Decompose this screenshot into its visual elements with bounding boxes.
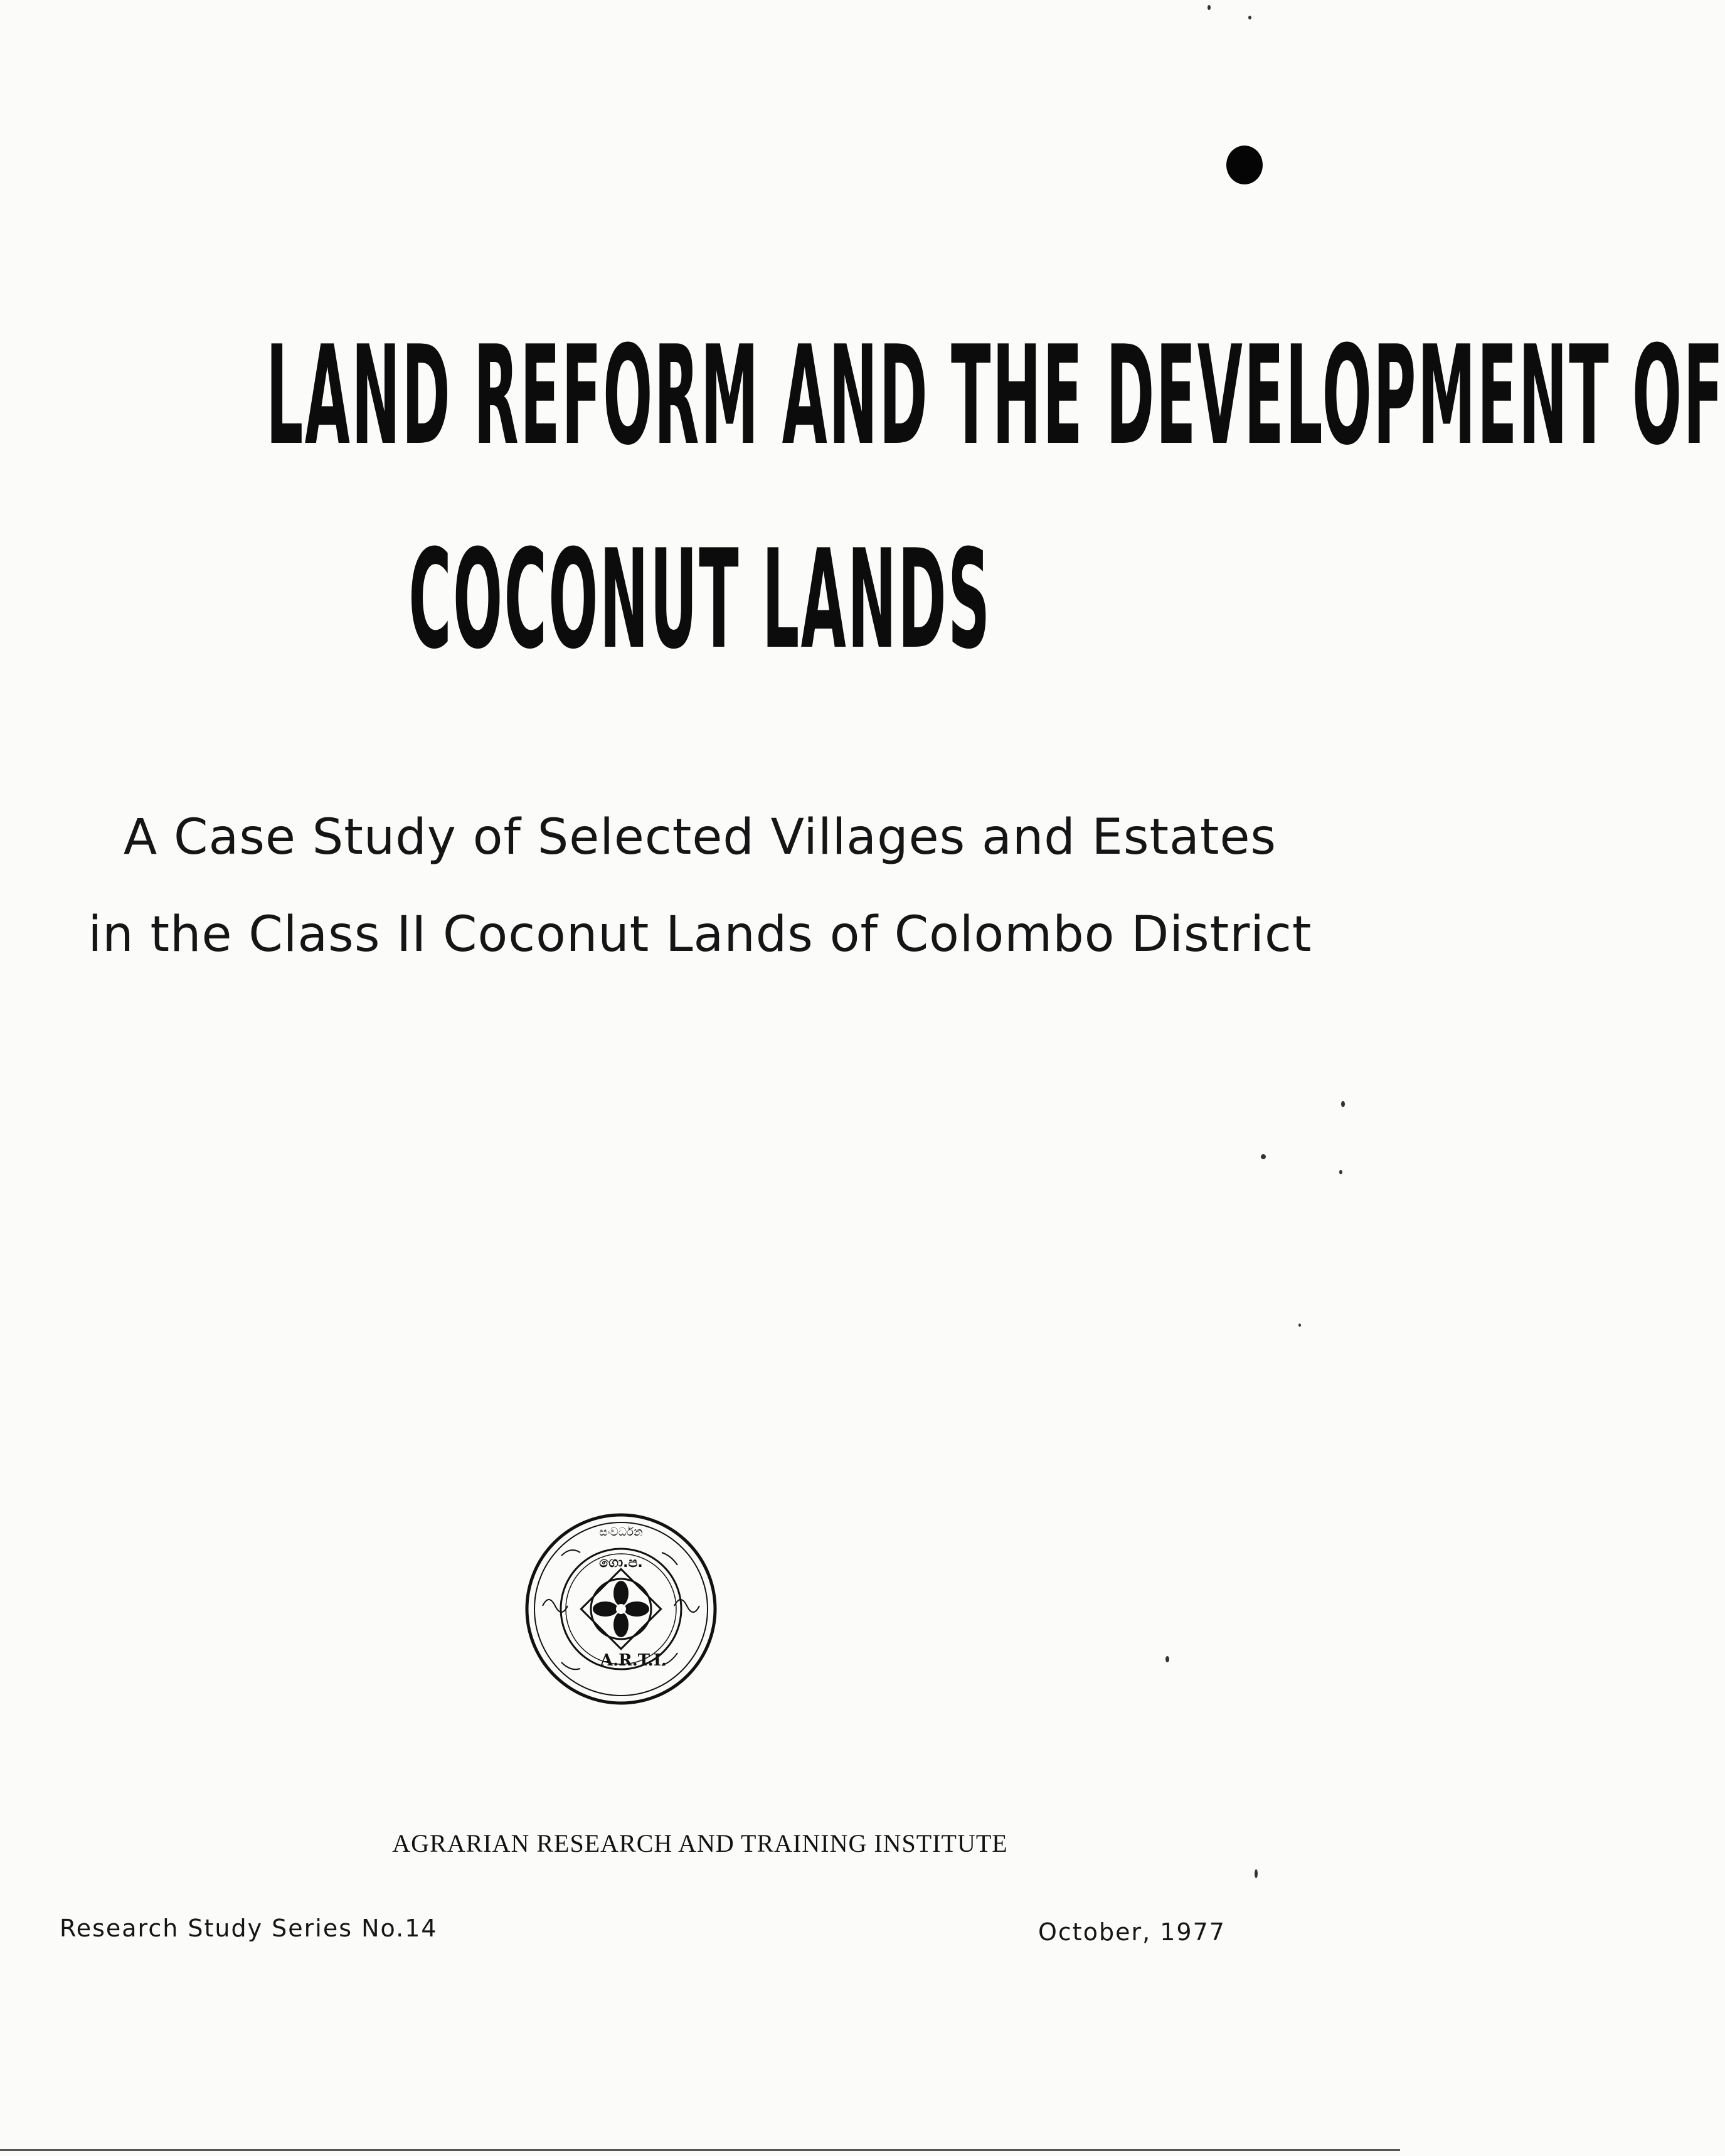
scan-speck: [1339, 1170, 1342, 1174]
title-line-2: COCONUT LANDS: [408, 521, 992, 680]
scan-speck: [1248, 16, 1251, 19]
seal-top-text: සංවර්ධන: [599, 1526, 643, 1539]
scan-speck: [1261, 1154, 1266, 1159]
series-label: Research Study Series No.14: [60, 1914, 438, 1942]
title-line-1: LAND REFORM AND THE DEVELOPMENT OF: [266, 317, 1725, 476]
scan-speck: [1165, 1656, 1169, 1662]
page-bottom-edge: [0, 2149, 1400, 2151]
publication-date: October, 1977: [1038, 1918, 1226, 1946]
scan-speck: [1208, 5, 1211, 10]
punch-hole-mark: [1226, 146, 1263, 184]
scan-speck: [1298, 1324, 1301, 1327]
subtitle-line-1: A Case Study of Selected Villages and Estates: [123, 809, 1277, 866]
scan-speck: [1255, 1869, 1258, 1878]
institute-name: AGRARIAN RESEARCH AND TRAINING INSTITUTE: [392, 1829, 1008, 1857]
seal-center-text: ගො.ප.: [599, 1555, 643, 1571]
institute-seal-logo: [524, 1512, 718, 1706]
subtitle-line-2: in the Class II Coconut Lands of Colombo District: [88, 906, 1312, 963]
seal-bottom-text: A.R.T.I.: [600, 1651, 667, 1670]
scan-speck: [1341, 1101, 1345, 1107]
